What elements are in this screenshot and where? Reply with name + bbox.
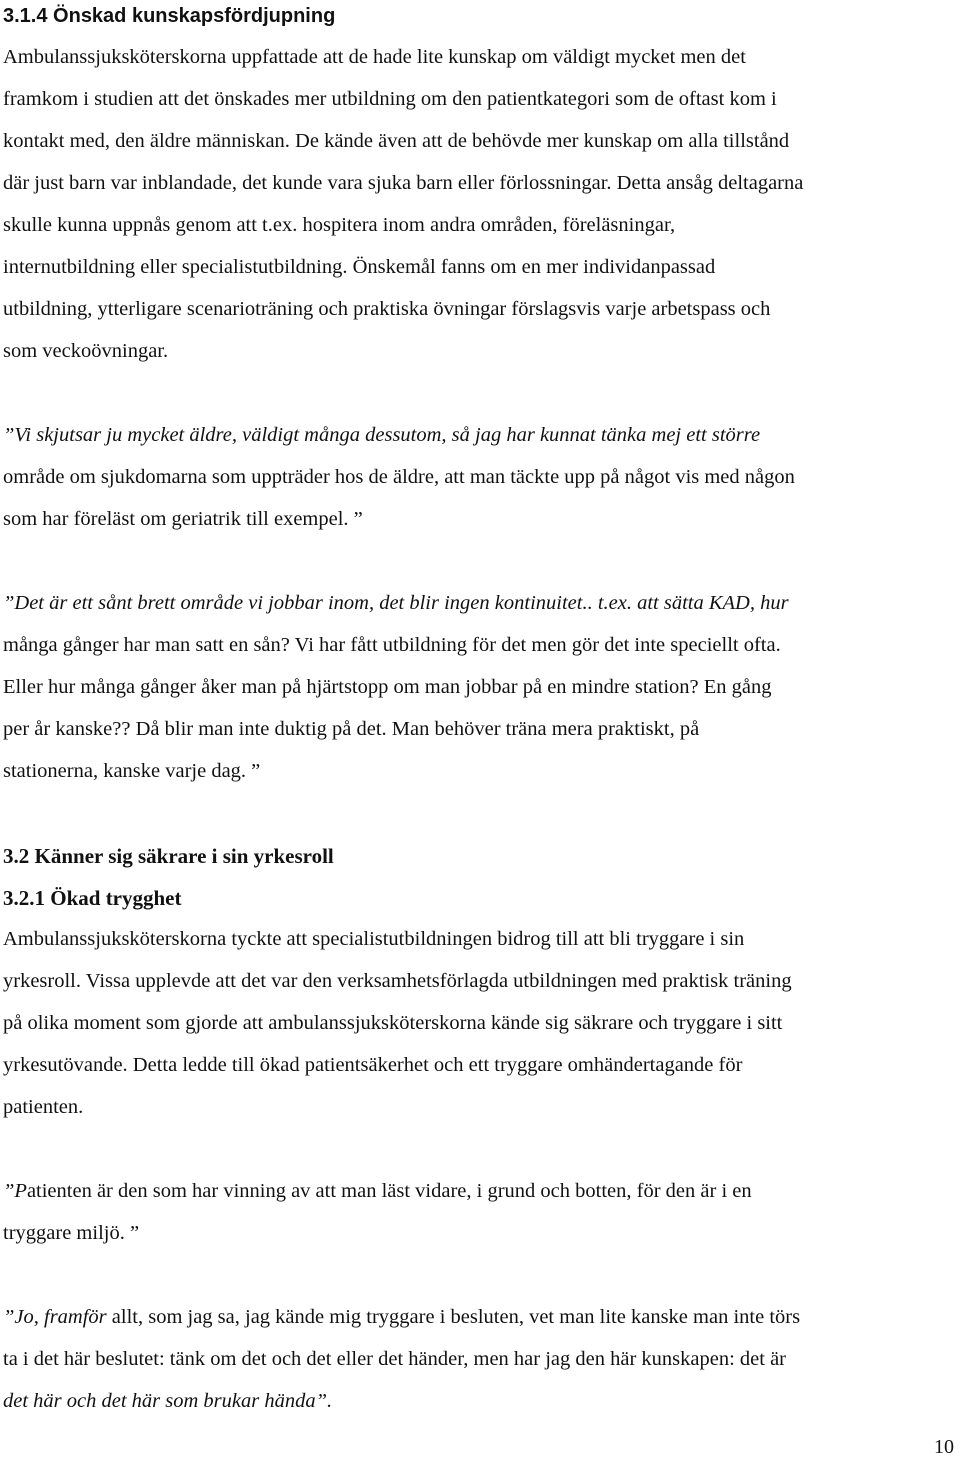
quote-line: ”Det är ett sånt brett område vi jobbar inom, det blir ingen kontinuitet.. t.ex. att sätta KAD, hur	[3, 592, 789, 614]
interview-quote	[3, 414, 957, 540]
paragraph-line: Ambulanssjuksköterskorna tyckte att specialistutbildningen bidrog till att bli tryggare i sin	[3, 928, 745, 950]
paragraph-line: skulle kunna uppnås genom att t.ex. hospitera inom andra områden, föreläsningar,	[3, 214, 676, 236]
paragraph-line: yrkesutövande. Detta ledde till ökad patientsäkerhet och ett tryggare omhändertagande för	[3, 1054, 743, 1076]
quote-line: ta i det här beslutet: tänk om det och det eller det händer, men har jag den här kunskapen: det är	[3, 1348, 787, 1370]
paragraph-line: framkom i studien att det önskades mer utbildning om den patientkategori som de oftast kom i	[3, 88, 777, 110]
quote-line: som har föreläst om geriatrik till exempel. ”	[3, 508, 363, 530]
section-heading-3-2-1: 3.2.1 Ökad trygghet	[3, 886, 182, 910]
quote-line: stationerna, kanske varje dag. ”	[3, 760, 261, 782]
quote-line: per år kanske?? Då blir man inte duktig på det. Man behöver träna mera praktiskt, på	[3, 718, 700, 740]
quote-line: område om sjukdomarna som uppträder hos de äldre, att man täckte upp på något vis med någon	[3, 466, 795, 488]
quote-text: atienten är den som har vinning av att man läst vidare, i grund och botten, för den är i en	[26, 1180, 752, 1202]
paragraph-line: kontakt med, den äldre människan. De kände även att de behövde mer kunskap om alla tillstånd	[3, 130, 790, 152]
body-paragraph	[3, 36, 957, 372]
section-heading-3-1-4: 3.1.4 Önskad kunskapsfördjupning	[3, 5, 336, 27]
quote-line: ”Vi skjutsar ju mycket äldre, väldigt många dessutom, så jag har kunnat tänka mej ett större	[3, 424, 761, 446]
interview-quote	[3, 582, 957, 792]
quote-line: många gånger har man satt en sån? Vi har fått utbildning för det men gör det inte speciellt ofta.	[3, 634, 781, 656]
quote-line	[3, 1170, 957, 1212]
paragraph-line: internutbildning eller specialistutbildning. Önskemål fanns om en mer individanpassad	[3, 256, 716, 278]
paragraph-line: patienten.	[3, 1096, 84, 1118]
paragraph-line: utbildning, ytterligare scenarioträning och praktiska övningar förslagsvis varje arbetspass och	[3, 298, 771, 320]
quote-line: Eller hur många gånger åker man på hjärtstopp om man jobbar på en mindre station? En gång	[3, 676, 772, 698]
interview-quote	[3, 1296, 957, 1422]
quote-line: tryggare miljö. ”	[3, 1222, 140, 1244]
paragraph-line: yrkesroll. Vissa upplevde att det var den verksamhetsförlagda utbildningen med praktisk träning	[3, 970, 792, 992]
section-heading-3-2: 3.2 Känner sig säkrare i sin yrkesroll	[3, 844, 334, 868]
quote-line	[3, 1296, 957, 1338]
page-number: 10	[934, 1436, 954, 1458]
paragraph-line: som veckoövningar.	[3, 340, 169, 362]
paragraph-line: där just barn var inblandade, det kunde vara sjuka barn eller förlossningar. Detta ansåg deltagarna	[3, 172, 804, 194]
paragraph-line: på olika moment som gjorde att ambulanssjuksköterskorna kände sig säkrare och tryggare i sitt	[3, 1012, 783, 1034]
quote-line: det här och det här som brukar hända”.	[3, 1390, 333, 1412]
interview-quote	[3, 1170, 957, 1254]
quote-text: allt, som jag sa, jag kände mig tryggare i besluten, vet man lite kanske man inte törs	[106, 1306, 801, 1328]
quote-open-italic: ”P	[3, 1180, 27, 1202]
quote-open-italic: ”Jo, framför	[3, 1306, 107, 1328]
paragraph-line: Ambulanssjuksköterskorna uppfattade att de hade lite kunskap om väldigt mycket men det	[3, 46, 746, 68]
body-paragraph	[3, 918, 957, 1128]
